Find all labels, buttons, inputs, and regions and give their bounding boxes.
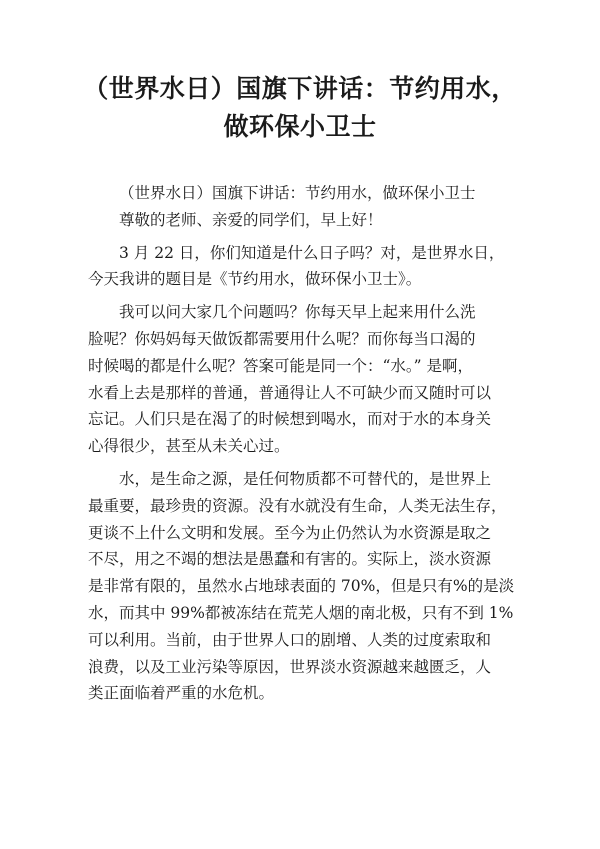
text-line: 忘记。人们只是在渴了的时候想到喝水，而对于水的本身关 xyxy=(88,410,492,429)
text-line: （世界水日）国旗下讲话：节约用水，做环保小卫士 xyxy=(119,184,476,202)
text-line: 更谈不上什么文明和发展。至今为止仍然认为水资源是取之 xyxy=(88,523,492,542)
text-line: 今天我讲的题目是《节约用水，做环保小卫士》。 xyxy=(88,270,422,289)
text-line: 水看上去是那样的普通，普通得让人不可缺少而又随时可以 xyxy=(88,383,492,402)
text-line: 是非常有限的，虽然水占地球表面的 70%，但是只有%的是淡 xyxy=(88,577,515,596)
text-line: 心得很少，甚至从未关心过。 xyxy=(88,437,290,456)
text-line: 不尽，用之不竭的想法是愚蠢和有害的。实际上，淡水资源 xyxy=(88,550,492,569)
page-title xyxy=(60,70,540,146)
paragraph-questions xyxy=(88,299,528,460)
paragraph-subtitle xyxy=(88,180,528,207)
text-line: 尊敬的老师、亲爱的同学们，早上好！ xyxy=(119,210,383,229)
title-line-2: 做环保小卫士 xyxy=(223,112,377,141)
title-line-1: （世界水日）国旗下讲话：节约用水， xyxy=(83,74,517,103)
paragraph-water-resources xyxy=(88,466,528,707)
text-line: 类正面临着严重的水危机。 xyxy=(88,684,275,703)
text-line: 脸呢？你妈妈每天做饭都需要用什么呢？而你每当口渴的 xyxy=(88,329,476,348)
text-line: 时候喝的都是什么呢？答案可能是同一个：“水。” 是啊， xyxy=(88,356,474,375)
text-line: 最重要，最珍贵的资源。没有水就没有生命，人类无法生存， xyxy=(88,496,507,515)
text-line: 浪费，以及工业污染等原因，世界淡水资源越来越匮乏，人 xyxy=(88,657,492,676)
text-line: 可以利用。当前，由于世界人口的剧增、人类的过度索取和 xyxy=(88,630,492,649)
document-body xyxy=(88,180,528,707)
text-line: 水，而其中 99%都被冻结在荒芜人烟的南北极，只有不到 1% xyxy=(88,603,514,622)
paragraph-water-day xyxy=(88,240,528,294)
text-line: 水，是生命之源，是任何物质都不可替代的，是世界上 xyxy=(119,469,492,488)
paragraph-greeting xyxy=(88,207,528,234)
text-line: 我可以问大家几个问题吗？你每天早上起来用什么洗 xyxy=(119,303,476,322)
text-line: 3 月 22 日，你们知道是什么日子吗？对，是世界水日， xyxy=(119,243,505,262)
